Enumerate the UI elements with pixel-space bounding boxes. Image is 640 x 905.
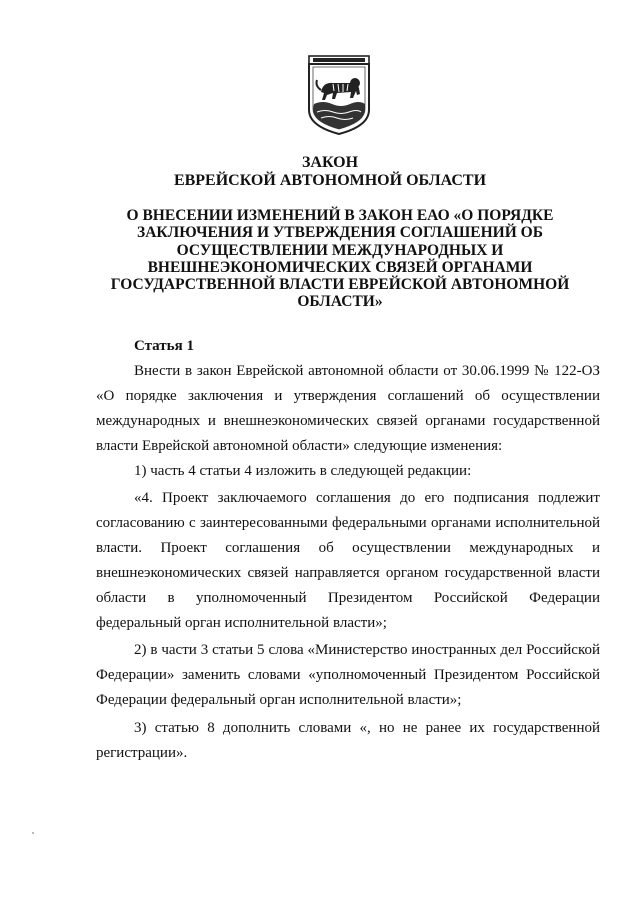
law-title: ЗАКОН: [301, 154, 359, 171]
article-paragraph-quote-4: «4. Проект заключаемого соглашения до его подписания подлежит согласованию с заинтересованными федеральными органами исполнительной власти. Проект соглашения об осуществлении международных и внешнеэкономических связей направляется органом государственной власти области в уполномоченный Президентом Российской Федерации федеральный орган исполнительной власти»;: [96, 490, 600, 631]
article-paragraph-item-3: 3) статью 8 дополнить словами «, но не ранее их государственной регистрации».: [96, 720, 600, 761]
law-subtitle: О ВНЕСЕНИИ ИЗМЕНЕНИЙ В ЗАКОН ЕАО «О ПОРЯДКЕ ЗАКЛЮЧЕНИЯ И УТВЕРЖДЕНИЯ СОГЛАШЕНИЙ ОБ ОСУЩЕСТВЛЕНИИ МЕЖДУНАРОДНЫХ И ВНЕШНЕЭКОНОМИЧЕСКИХ СВЯЗЕЙ ОРГАНАМИ ГОСУДАРСТВЕННОЙ ВЛАСТИ ЕВРЕЙСКОЙ АВТОНОМНОЙ ОБЛАСТИ»: [110, 207, 570, 311]
article-heading: Статья 1: [134, 338, 194, 354]
article-paragraph-item-2: 2) в части 3 статьи 5 слова «Министерство иностранных дел Российской Федерации» заменить словами «уполномоченный Президентом Российской Федерации федеральный орган исполнительной власти»;: [96, 642, 600, 708]
scan-artifact: [32, 832, 34, 834]
article-paragraph-intro: Внести в закон Еврейской автономной области от 30.06.1999 № 122-ОЗ «О порядке заключения и утверждения соглашений об осуществлении международных и внешнеэкономических связей органами государственной власти Еврейской автономной области» следующие изменения:: [96, 363, 600, 454]
article-paragraph-item-1: 1) часть 4 статьи 4 изложить в следующей редакции:: [134, 463, 472, 479]
coat-of-arms-icon: [303, 52, 375, 138]
law-region: ЕВРЕЙСКОЙ АВТОНОМНОЙ ОБЛАСТИ: [173, 172, 487, 189]
